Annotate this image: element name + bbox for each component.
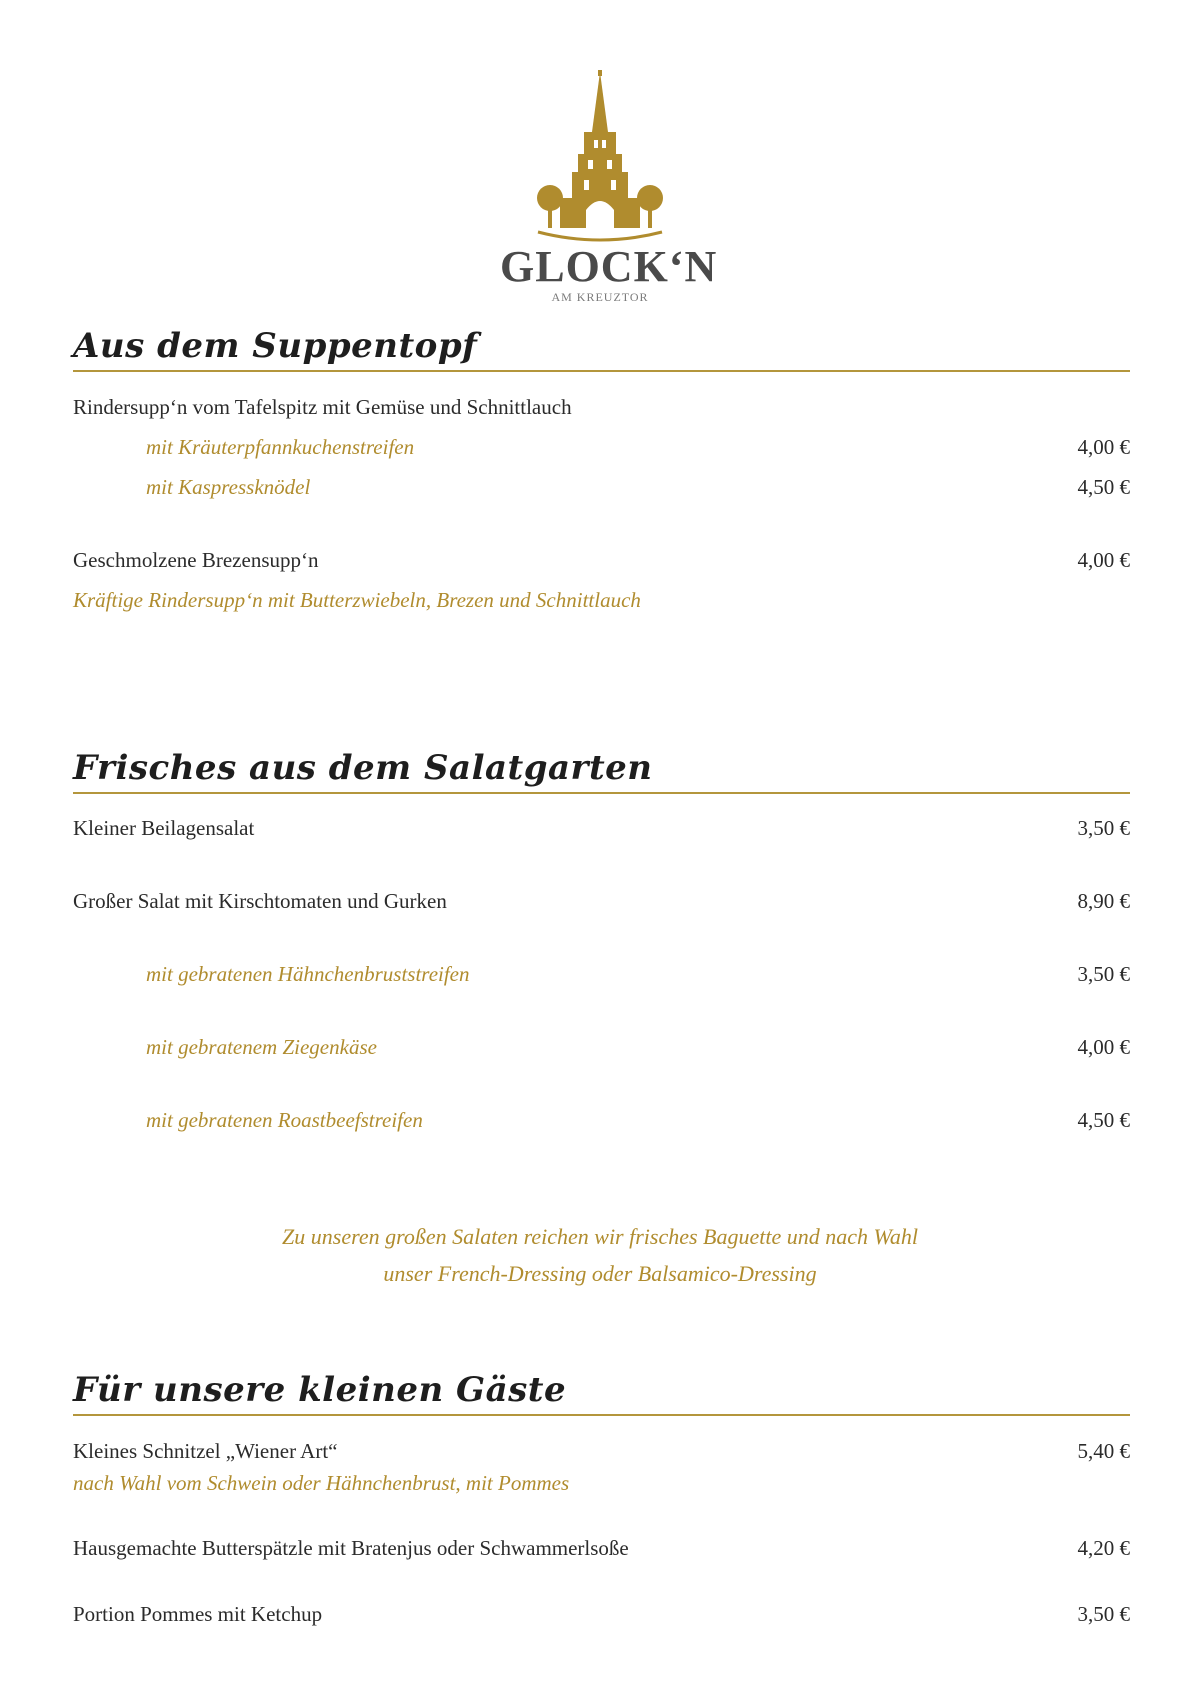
item-price: 3,50 € — [1077, 1602, 1130, 1626]
menu-item-schnitzel: Kleines Schnitzel „Wiener Art“ — [73, 1439, 338, 1463]
section-divider — [73, 792, 1130, 794]
item-description: nach Wahl vom Schwein oder Hähnchenbrust, mit Pommes — [73, 1471, 570, 1495]
option-price: 4,50 € — [1077, 1108, 1130, 1132]
brand-subtitle: AM KREUZTOR — [551, 290, 649, 304]
church-tower-icon — [532, 70, 668, 250]
option-label: mit gebratenen Hähnchenbruststreifen — [146, 962, 470, 986]
option-label: mit gebratenem Ziegenkäse — [146, 1035, 377, 1059]
item-price: 8,90 € — [1077, 889, 1130, 913]
salad-note-line-2: unser French-Dressing oder Balsamico-Dressing — [383, 1261, 817, 1286]
section-title-kleine-gaeste: Für unsere kleinen Gäste — [73, 1370, 567, 1410]
option-price: 4,00 € — [1077, 1035, 1130, 1059]
option-label: mit Kräuterpfannkuchenstreifen — [146, 435, 415, 459]
item-price: 3,50 € — [1077, 816, 1130, 840]
menu-item-rindersuppe: Rindersupp‘n vom Tafelspitz mit Gemüse und Schnittlauch — [73, 395, 572, 419]
option-price: 4,50 € — [1077, 475, 1130, 499]
section-divider — [73, 370, 1130, 372]
section-title-salatgarten: Frisches aus dem Salatgarten — [73, 748, 653, 788]
menu-item-grosser-salat: Großer Salat mit Kirschtomaten und Gurken — [73, 889, 447, 913]
menu-item-brezensuppe: Geschmolzene Brezensupp‘n — [73, 548, 319, 572]
menu-item-beilagensalat: Kleiner Beilagensalat — [73, 816, 255, 840]
option-label: mit Kaspressknödel — [146, 475, 311, 499]
item-price: 4,00 € — [1077, 548, 1130, 572]
item-price: 5,40 € — [1077, 1439, 1130, 1463]
salad-note-line-1: Zu unseren großen Salaten reichen wir frisches Baguette und nach Wahl — [282, 1224, 918, 1249]
menu-item-pommes: Portion Pommes mit Ketchup — [73, 1602, 323, 1626]
option-price: 3,50 € — [1077, 962, 1130, 986]
brand-name: GLOCK‘N — [500, 242, 718, 291]
menu-item-butterspaetzle: Hausgemachte Butterspätzle mit Bratenjus oder Schwammerlsoße — [73, 1536, 629, 1560]
section-divider — [73, 1414, 1130, 1416]
option-label: mit gebratenen Roastbeefstreifen — [146, 1108, 423, 1132]
item-price: 4,20 € — [1077, 1536, 1130, 1560]
section-title-suppentopf: Aus dem Suppentopf — [73, 326, 478, 366]
logo — [500, 70, 718, 310]
item-description: Kräftige Rindersupp‘n mit Butterzwiebeln, Brezen und Schnittlauch — [73, 588, 641, 612]
option-price: 4,00 € — [1077, 435, 1130, 459]
